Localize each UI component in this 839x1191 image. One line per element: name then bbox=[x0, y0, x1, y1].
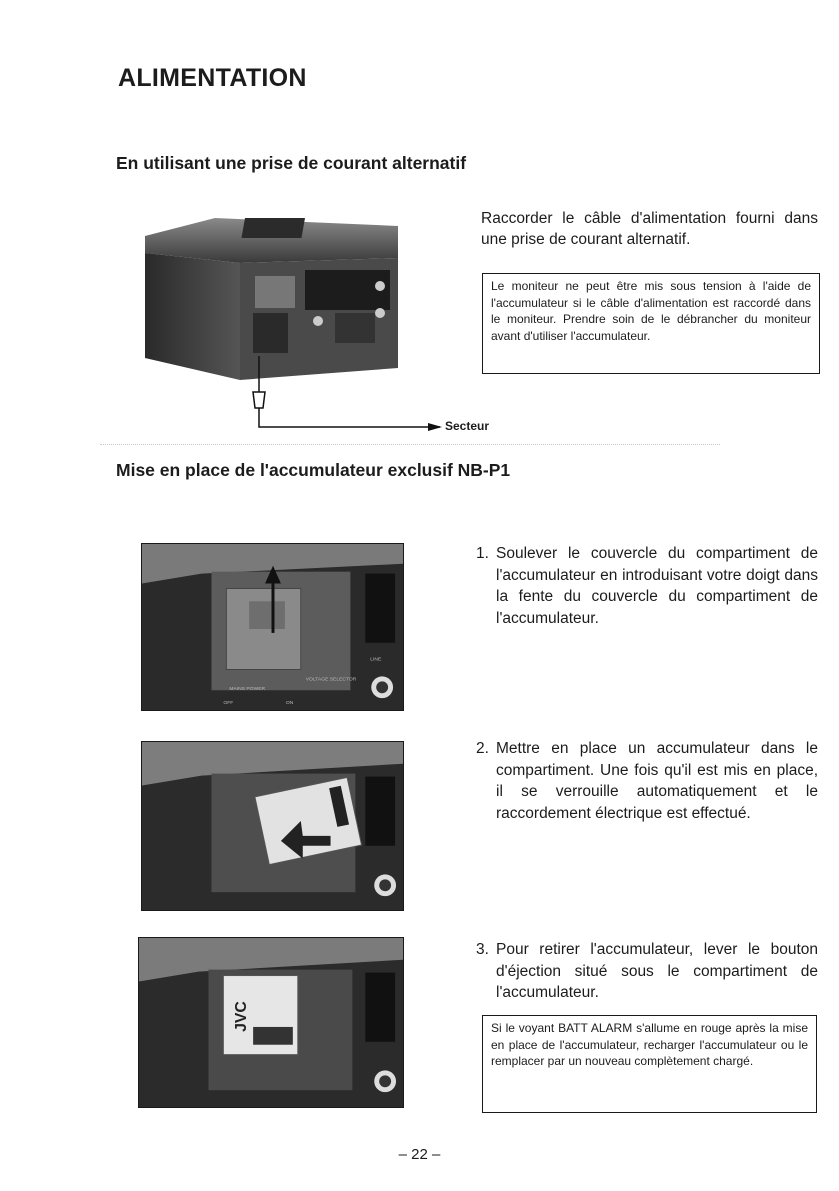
step-text: Soulever le couvercle du compartiment de l'accumulateur en introduisant votre doigt dans la fente du couvercle du compartiment de l'accumulateur. bbox=[496, 545, 818, 627]
step-number: 1. bbox=[476, 545, 489, 562]
ac-instruction: Raccorder le câble d'alimentation fourni dans une prise de courant alternatif. bbox=[481, 210, 818, 248]
section-divider bbox=[100, 444, 720, 445]
photo-label-brand: JVC bbox=[233, 1001, 251, 1032]
page-number: – 22 – bbox=[398, 1146, 441, 1163]
section-heading-ac: En utilisant une prise de courant alternatif bbox=[116, 153, 467, 173]
photo-label-on: ON bbox=[285, 701, 294, 707]
photo-label-voltage-selector: VOLTAGE SELECTOR bbox=[305, 677, 357, 683]
step-3 bbox=[476, 939, 818, 1009]
ac-note-box: Le moniteur ne peut être mis sous tension à l'aide de l'accumulateur si le câble d'alimentation est raccordé dans le moniteur. Prendre soin de le débrancher du moniteur avant d'utiliser l'accumulateur. bbox=[482, 273, 820, 374]
step-1 bbox=[476, 543, 818, 633]
section-heading-battery: Mise en place de l'accumulateur exclusif NB-P1 bbox=[116, 460, 511, 480]
battery-note-box: Si le voyant BATT ALARM s'allume en rouge après la mise en place de l'accumulateur, recharger l'accumulateur ou le remplacer par un nouveau complètement chargé. bbox=[482, 1015, 817, 1113]
battery-compartment-photo-2 bbox=[141, 741, 404, 911]
photo-label-mains-power: MAINS POWER bbox=[229, 687, 266, 693]
page-title: ALIMENTATION bbox=[118, 64, 307, 92]
battery-compartment-photo-3 bbox=[138, 937, 404, 1108]
step-number: 3. bbox=[476, 941, 489, 958]
step-2 bbox=[476, 738, 818, 848]
photo-label-off: OFF bbox=[223, 701, 234, 707]
battery-compartment-photo-1 bbox=[141, 543, 404, 711]
photo-label-line: LINE bbox=[370, 657, 382, 663]
step-number: 2. bbox=[476, 740, 489, 757]
step-text: Mettre en place un accumulateur dans le compartiment. Une fois qu'il est mis en place, il se verrouille automatiquement et le raccordement électrique est effectué. bbox=[496, 740, 818, 822]
step-text: Pour retirer l'accumulateur, lever le bouton d'éjection situé sous le compartiment de l'accumulateur. bbox=[496, 941, 818, 1001]
outlet-label: Secteur bbox=[445, 419, 490, 433]
